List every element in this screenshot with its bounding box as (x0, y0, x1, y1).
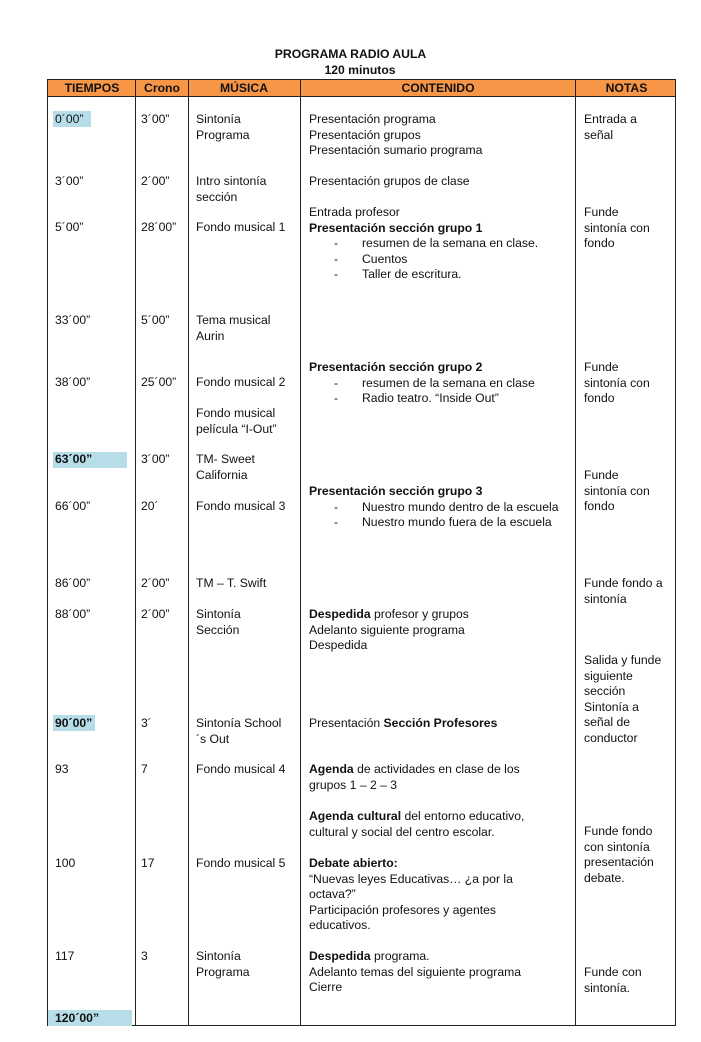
crono-cell: 2´00” (141, 576, 170, 590)
musica-cell: TM – T. Swift (196, 576, 267, 590)
contenido-line: Presentación grupos de clase (309, 174, 470, 188)
contenido-bullet: - Nuestro mundo fuera de la escuela (334, 515, 552, 529)
tiempo-cell: 93 (55, 762, 69, 776)
contenido-bullet: - resumen de la semana en clase (334, 375, 535, 390)
header-tiempos: TIEMPOS (64, 81, 120, 95)
contenido-line: Despedida (309, 638, 368, 652)
header-crono: Crono (144, 81, 180, 95)
musica-cell: Sintonía Sección (196, 607, 241, 637)
musica-cell: Intro sintonía sección (196, 174, 267, 204)
musica-cell: Sintonía Programa (196, 112, 250, 142)
contenido-bullet: - Radio teatro. “Inside Out” (334, 391, 499, 405)
contenido-bullet: - Taller de escritura. (334, 267, 462, 281)
crono-cell: 7 (141, 762, 148, 776)
tiempo-cell: 5´00” (55, 220, 84, 234)
crono-cell: 3´ (141, 716, 152, 730)
musica-cell: Sintonía Programa (196, 949, 250, 979)
tiempo-cell: 117 (55, 949, 75, 963)
crono-cell: 5´00” (141, 313, 170, 327)
header-notas: NOTAS (605, 81, 648, 95)
contenido-line: Presentación grupos (309, 127, 421, 142)
contenido-block (309, 809, 524, 840)
document-subtitle: 120 minutos (324, 63, 396, 77)
contenido-line: Agenda cultural del entorno educativo, (309, 809, 525, 823)
crono-cell: 3´00” (141, 452, 170, 466)
tiempo-cell: 0´00” (55, 112, 84, 126)
contenido-heading: Presentación sección grupo 1 (309, 220, 483, 235)
contenido-heading: Debate abierto: (309, 856, 398, 870)
crono-cell: 3´00” (141, 112, 170, 126)
notas-cell: Funde sintonía con fondo (584, 360, 650, 405)
musica-cell: Sintonía School´s Out (196, 716, 282, 746)
contenido-line: Adelanto siguiente programa (309, 622, 465, 637)
contenido-block (309, 112, 482, 159)
header-contenido: CONTENIDO (401, 81, 475, 95)
contenido-line: grupos 1 – 2 – 3 (309, 777, 398, 792)
crono-cell: 20´ (141, 499, 159, 513)
notas-cell: Entrada a señal (584, 112, 637, 142)
crono-cell: 25´00” (141, 375, 177, 389)
contenido-line: Participación profesores y agentes (309, 902, 496, 917)
musica-cell: Tema musical Aurin (196, 313, 271, 343)
contenido-heading: Presentación sección grupo 3 (309, 484, 483, 498)
contenido-block (309, 360, 535, 407)
contenido-heading: Presentación sección grupo 2 (309, 360, 483, 374)
crono-cell: 17 (141, 856, 155, 870)
crono-cell: 2´00” (141, 607, 170, 621)
tiempo-cell: 63´00” (55, 452, 93, 466)
col-divider (188, 80, 189, 1025)
contenido-block (309, 762, 520, 793)
tiempo-cell: 86´00” (55, 576, 91, 590)
musica-cell: Fondo musical 2 (196, 375, 286, 389)
tiempo-cell: 88´00” (55, 607, 91, 621)
contenido-bullet: - resumen de la semana en clase. (334, 236, 539, 250)
contenido-line: octava?” (309, 887, 356, 901)
contenido-line: Despedida programa. (309, 949, 430, 963)
contenido-bullet: - Nuestro mundo dentro de la escuela (334, 499, 559, 514)
contenido-block (309, 484, 574, 531)
header-musica: MÚSICA (219, 81, 269, 95)
contenido-line: Adelanto temas del siguiente programa (309, 964, 522, 979)
tiempo-cell: 120´00” (55, 1011, 100, 1025)
contenido-bullet: - Cuentos (334, 251, 408, 266)
notas-cell: Salida y funde siguiente sección Sintonía a señal de conductor (584, 653, 662, 745)
musica-cell: Fondo musical 1 (196, 220, 286, 234)
col-divider (575, 80, 576, 1025)
contenido-line: Agenda de actividades en clase de los (309, 762, 520, 776)
tiempo-cell: 33´00” (55, 313, 91, 327)
notas-cell: Funde fondo a sintonía (584, 576, 663, 606)
contenido-line: Despedida profesor y grupos (309, 607, 469, 621)
notas-cell: Funde con sintonía. (584, 965, 642, 995)
col-divider (135, 80, 136, 1025)
contenido-line: “Nuevas leyes Educativas… ¿a por la (309, 871, 513, 886)
tiempo-cell: 66´00” (55, 499, 91, 513)
musica-cell: Fondo musical película “I-Out” (196, 406, 277, 436)
notas-cell: Funde fondo con sintonía presentación debate. (584, 824, 654, 885)
crono-cell: 28´00” (141, 220, 177, 234)
contenido-line: educativos. (309, 918, 371, 932)
contenido-block (309, 856, 513, 934)
musica-cell: TM- Sweet California (196, 452, 255, 482)
contenido-line: Cierre (309, 980, 343, 994)
notas-cell: Funde sintonía con fondo (584, 205, 650, 250)
document-title: PROGRAMA RADIO AULA (274, 47, 427, 61)
tiempo-cell: 100 (55, 856, 76, 870)
notas-cell: Funde sintonía con fondo (584, 468, 650, 513)
crono-cell: 2´00” (141, 174, 170, 188)
contenido-block (309, 949, 521, 996)
crono-cell: 3 (141, 949, 148, 963)
table-header (48, 80, 675, 97)
tiempo-cell: 38´00” (55, 375, 91, 389)
musica-cell: Fondo musical 3 (196, 499, 286, 513)
musica-cell: Fondo musical 4 (196, 762, 286, 776)
tiempo-cell: 90´00” (55, 716, 93, 730)
contenido-line: Presentación sumario programa (309, 143, 483, 157)
contenido-block (309, 607, 469, 654)
contenido-line: cultural y social del centro escolar. (309, 824, 495, 839)
contenido-block (309, 205, 538, 283)
tiempo-cell: 3´00” (55, 174, 84, 188)
musica-cell: Fondo musical 5 (196, 856, 286, 870)
col-divider (300, 80, 301, 1025)
contenido-line: Presentación programa (309, 112, 436, 126)
contenido-line: Entrada profesor (309, 205, 400, 219)
contenido-line: Presentación Sección Profesores (309, 716, 498, 730)
